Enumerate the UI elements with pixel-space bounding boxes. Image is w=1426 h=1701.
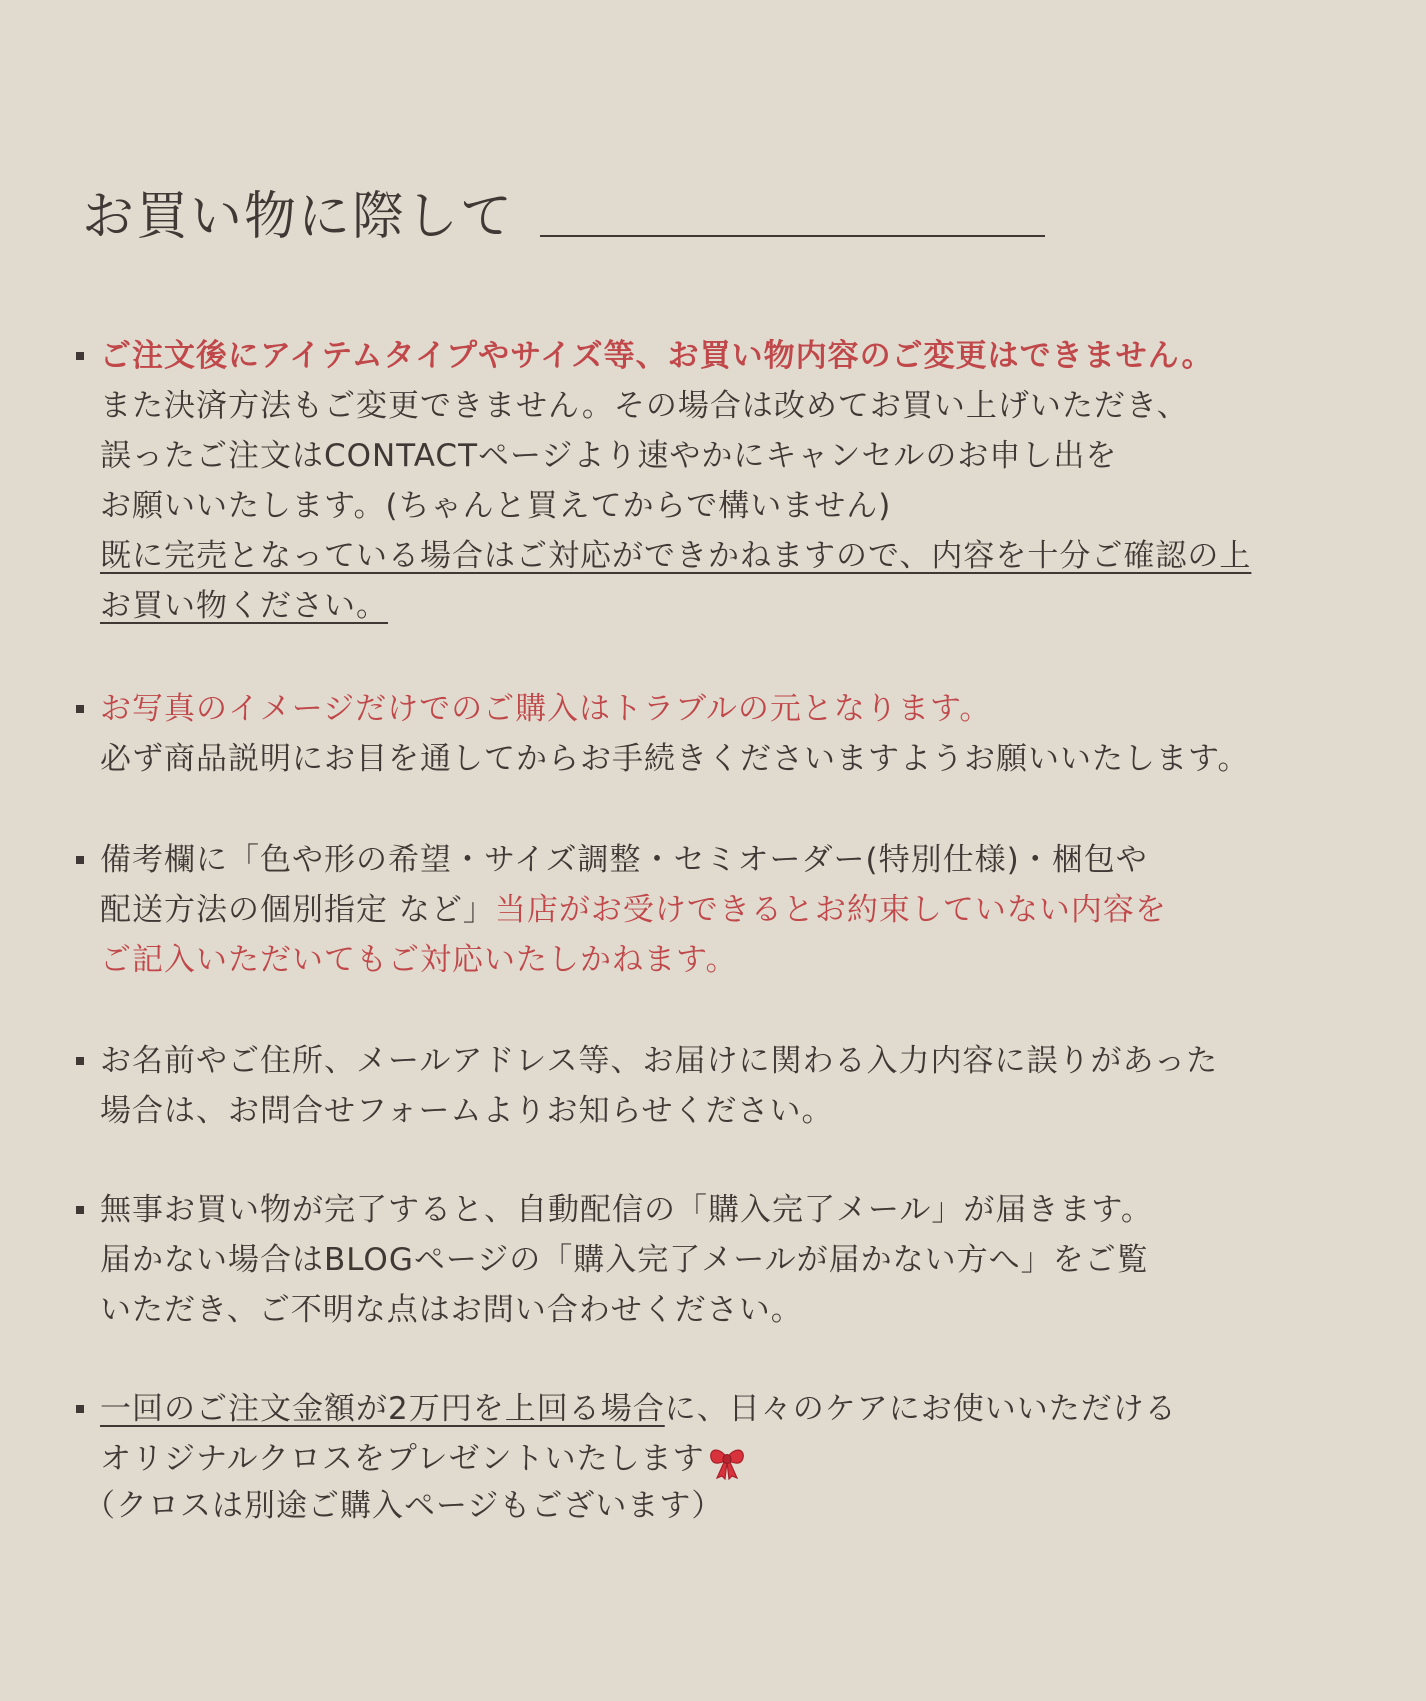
notice-line: また決済方法もご変更できません。その場合は改めてお買い上げいただき、 (100, 388, 1189, 424)
notice-line: 必ず商品説明にお目を通してからお手続きくださいますようお願いいたします。 (100, 741, 1250, 777)
notice-line: 場合は、お問合せフォームよりお知らせください。 (100, 1093, 834, 1129)
heading-row (82, 182, 1045, 252)
heading-rule (540, 235, 1045, 237)
notice-line: いただき、ご不明な点はお問い合わせください。 (100, 1292, 803, 1328)
cloth-purchase-note: （クロスは別途ご購入ページもございます） (84, 1488, 724, 1524)
notice-line: お名前やご住所、メールアドレス等、お届けに関わる入力内容に誤りがあった (100, 1043, 1219, 1079)
bullet (76, 1405, 84, 1413)
notice-line-plain: 配送方法の個別指定 など」 (100, 892, 495, 928)
notice-line: ご記入いただいてもご対応いたしかねます。 (100, 942, 738, 978)
notice-line: 届かない場合はBLOGページの「購入完了メールが届かない方へ」をご覧 (100, 1242, 1149, 1278)
notice-line: ご注文後にアイテムタイプやサイズ等、お買い物内容のご変更はできません。 (100, 338, 1214, 374)
bullet (76, 705, 84, 713)
notice-cloth-gift (76, 1384, 1376, 1484)
notice-photo-only (76, 684, 1376, 784)
notice-line: 備考欄に「色や形の希望・サイズ調整・セミオーダー(特別仕様)・梱包や (100, 842, 1148, 878)
notice-line: 誤ったご注文はCONTACTページより速やかにキャンセルのお申し出を (100, 438, 1118, 474)
bullet (76, 1206, 84, 1214)
notice-confirmation-mail (76, 1185, 1376, 1335)
underlined-warning: お買い物ください。 (100, 588, 388, 624)
notice-line: 無事お買い物が完了すると、自動配信の「購入完了メール」が届きます。 (100, 1192, 1153, 1228)
notice-line: お願いいたします。(ちゃんと買えてからで構いません) (100, 488, 892, 524)
notice-line: お写真のイメージだけでのご購入はトラブルの元となります。 (100, 691, 992, 727)
notice-line: オリジナルクロスをプレゼントいたします (100, 1441, 705, 1477)
bullet (76, 856, 84, 864)
bullet (76, 352, 84, 360)
notice-remarks (76, 835, 1376, 985)
notice-address-errors (76, 1036, 1376, 1136)
underlined-warning: 既に完売となっている場合はご対応ができかねますので、内容を十分ご確認の上 (100, 538, 1252, 574)
ribbon-bow-icon (707, 1441, 747, 1481)
notice-order-changes (76, 331, 1376, 631)
notice-line-red: 当店がお受けできるとお約束していない内容を (494, 892, 1167, 928)
underlined-condition: 一回のご注文金額が2万円を上回る場合 (100, 1391, 665, 1427)
notice-line-rest: に、日々のケアにお使いいただける (664, 1391, 1177, 1427)
bullet (76, 1057, 84, 1065)
page-title: お買い物に際して (82, 187, 515, 247)
